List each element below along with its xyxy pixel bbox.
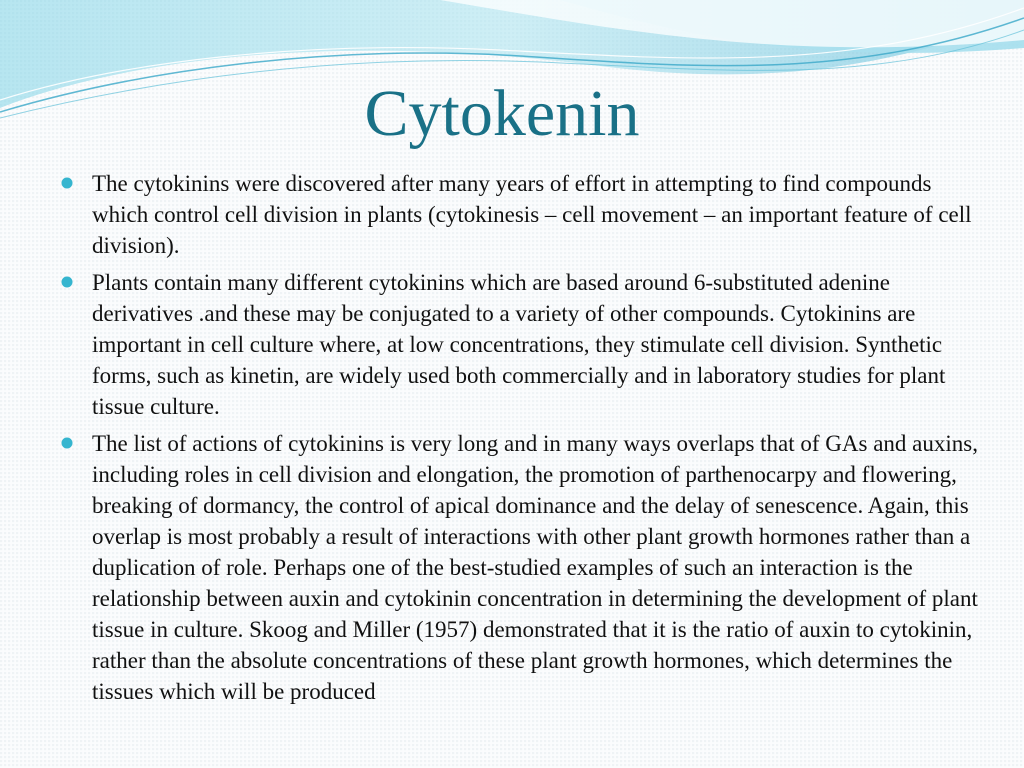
bullet-list: [58, 168, 978, 713]
bullet-item: [58, 168, 978, 261]
slide-title: Cytokenin: [364, 77, 640, 150]
bullet-text: The list of actions of cytokinins is very long and in many ways overlaps that of GAs and auxins, including roles in cell division and elongation, the promotion of parthenocarpy and flowering, breaking of dormancy, the control of apical dominance and the delay of senescence. Again, this overlap is most probably a result of interactions with other plant growth hormones rather than a duplication of role. Perhaps one of the best-studied examples of such an interaction is the relationship between auxin and cytokinin concentration in determining the development of plant tissue in culture. Skoog and Miller (1957) demonstrated that it is the ratio of auxin to cytokinin, rather than the absolute concentrations of these plant growth hormones, which determines the tissues which will be produced: [92, 431, 978, 704]
bullet-dot-icon: [60, 436, 74, 450]
bullet-text: The cytokinins were discovered after many years of effort in attempting to find compounds which control cell division in plants (cytokinesis – cell movement – an important feature of cell division).: [92, 171, 972, 258]
bullet-dot-icon: [60, 176, 74, 190]
bullet-item: [58, 428, 978, 707]
bullet-text: Plants contain many different cytokinins which are based around 6-substituted adenine derivatives .and these may be conjugated to a variety of other compounds. Cytokinins are important in cell culture where, at low concentrations, they stimulate cell division. Synthetic forms, such as kinetin, are widely used both commercially and in laboratory studies for plant tissue culture.: [92, 270, 946, 419]
bullet-item: [58, 267, 978, 422]
bullet-dot-icon: [60, 275, 74, 289]
